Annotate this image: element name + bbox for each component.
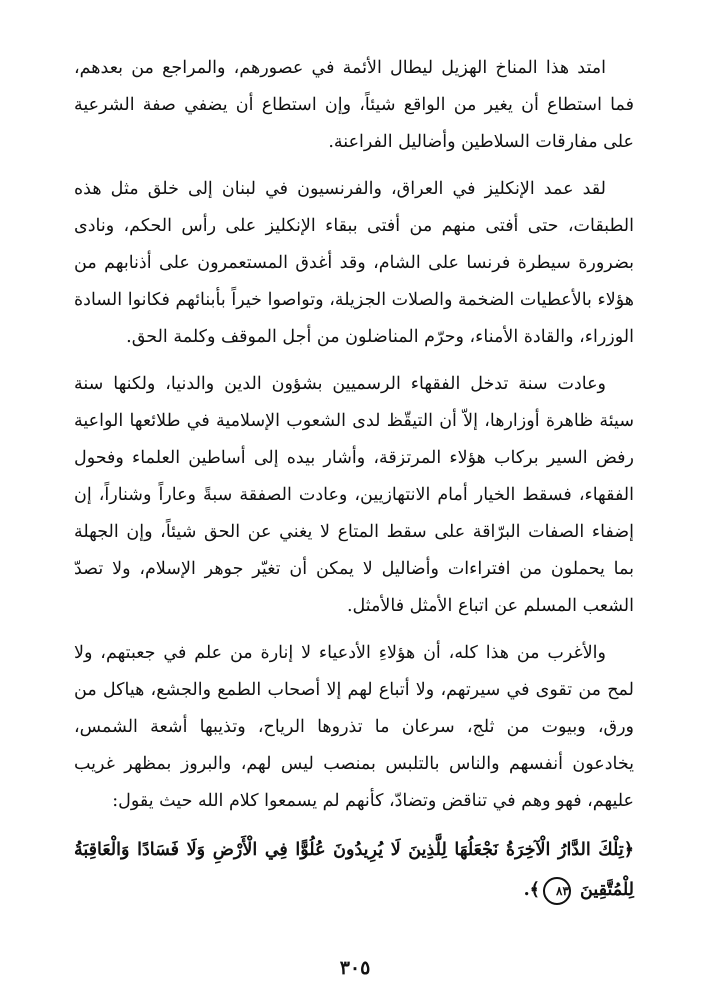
paragraph-2: لقد عمد الإنكليز في العراق، والفرنسيون في لبنان إلى خلق مثل هذه الطبقات، حتى أفتى منهم من أفتى ببقاء الإنكليز على رأس الحكم، ونادى بضرورة سيطرة فرنسا على الشام، وقد أغدق المستعمرون على أذنابهم من هؤلاء بالأعطيات الضخمة والصلات الجزيلة، وتواصوا خيراً بأبنائهم فكانوا السادة الوزراء، والقادة الأمناء، وحرّم المناضلون من أجل الموقف وكلمة الحق. (74, 179, 634, 347)
paragraph-4: والأغرب من هذا كله، أن هؤلاءِ الأدعياء لا إنارة من علم في جعبتهم، ولا لمح من تقوى في سيرتهم، ولا أتباع لهم إلا أصحاب الطمع والجشع، هياكل من ورق، وبيوت من ثلج، سرعان ما تذروها الرياح، وتذيبها أشعة الشمس، يخادعون أنفسهم والناس بالتلبس بمنصب ليس لهم، والبروز بمظهر غريب عليهم، فهو وهم في تناقض وتضادّ، كأنهم لم يسمعوا كلام الله حيث يقول: (74, 643, 634, 811)
paragraph-1: امتد هذا المناخ الهزيل ليطال الأئمة في عصورهم، والمراجع من بعدهم، فما استطاع أن يغير من الواقع شيئاً، وإن استطاع أن يضفي صفة الشرعية على مفارقات السلاطين وأضاليل الفراعنة. (74, 58, 634, 152)
paragraph-3: وعادت سنة تدخل الفقهاء الرسميين بشؤون الدين والدنيا، ولكنها سنة سيئة ظاهرة أوزارها، إلاّ أن التيقّظ لدى الشعوب الإسلامية في طلائعها الواعية رفض السير بركاب هؤلاء المرتزقة، وأشار بيده إلى أساطين العلماء وفحول الفقهاء، فسقط الخيار أمام الانتهازيين، وعادت الصفقة سبةً وعاراً وشناراً، إن إضفاء الصفات البرّاقة على سقط المتاع لا يغني عن الحق شيئاً، وإن الجهلة بما يحملون من افتراءات وأضاليل لا يمكن أن تغيّر جوهر الإسلام، ولا تصدّ الشعب المسلم عن اتباع الأمثل فالأمثل. (74, 374, 634, 616)
quran-verse (74, 830, 634, 910)
quran-close-bracket: ﴾. (523, 880, 540, 900)
ayah-number-marker: ٨٣ (543, 877, 571, 905)
quran-verse-text: تِلْكَ الدَّارُ الْآخِرَةُ نَجْعَلُهَا لِلَّذِينَ لَا يُرِيدُونَ عُلُوًّا فِي الْأَرْضِ وَلَا فَسَادًا وَالْعَاقِبَةُ لِلْمُتَّقِينَ (74, 840, 634, 900)
page-number: ٣٠٥ (339, 957, 371, 979)
page-body (74, 50, 634, 910)
quran-open-bracket: ﴿ (623, 840, 634, 860)
